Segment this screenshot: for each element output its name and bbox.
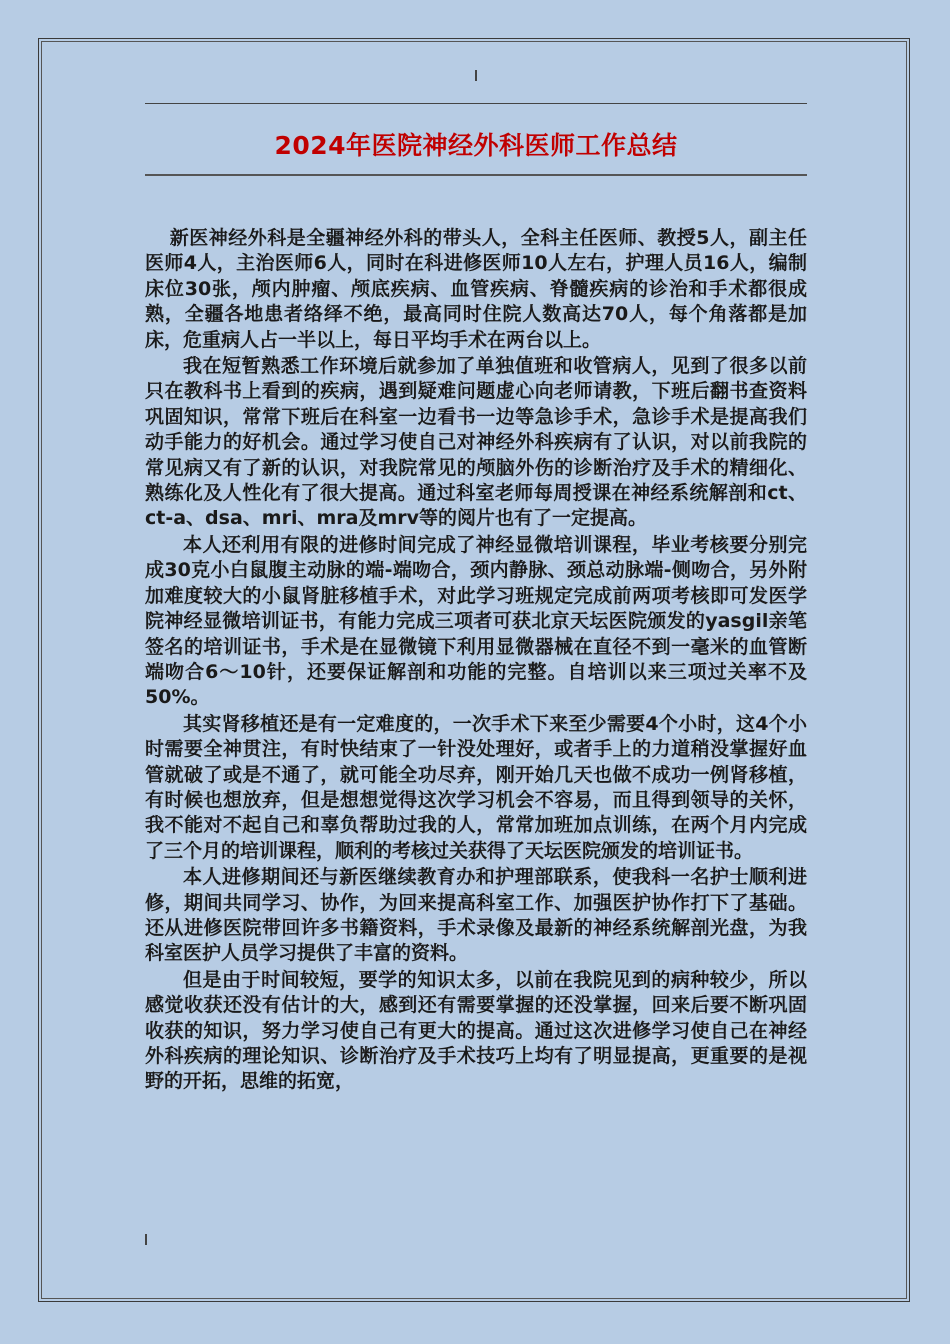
paragraph-4: 其实肾移植还是有一定难度的，一次手术下来至少需要4个小时，这4个小时需要全神贯注，有时快结束了一针没处理好，或者手上的力道稍没掌握好血管就破了或是不通了，就可能全功尽弃，刚开始几天也做不成功一例肾移植，有时候也想放弃，但是想想觉得这次学习机会不容易，而且得到领导的关怀，我不能对不起自己和辜负帮助过我的人，常常加班加点训练，在两个月内完成了三个月的培训课程，顺利的考核过关获得了天坛医院颁发的培训证书。 — [145, 712, 807, 862]
document-title: 2024年医院神经外科医师工作总结 — [274, 131, 678, 160]
header-cursor-mark — [475, 70, 477, 81]
paragraph-5: 本人进修期间还与新医继续教育办和护理部联系，使我科一名护士顺利进修，期间共同学习、协作，为回来提高科室工作、加强医护协作打下了基础。还从进修医院带回许多书籍资料，手术录像及最新的神经系统解剖光盘，为我科室医护人员学习提供了丰富的资料。 — [145, 866, 807, 965]
paragraph-2: 我在短暂熟悉工作环境后就参加了单独值班和收管病人，见到了很多以前只在教科书上看到的疾病，遇到疑难问题虚心向老师请教，下班后翻书查资料巩固知识，常常下班后在科室一边看书一边等急诊手术，急诊手术是提高我们动手能力的好机会。通过学习使自己对神经外科疾病有了认识，对以前我院的常见病又有了新的认识，对我院常见的颅脑外伤的诊断治疗及手术的精细化、熟练化及人性化有了很大提高。通过科室老师每周授课在神经系统解剖和ct、ct-a、dsa、mri、mra及mrv等的阅片也有了一定提高。 — [145, 355, 807, 530]
paragraph-3: 本人还利用有限的进修时间完成了神经显微培训课程，毕业考核要分别完成30克小白鼠腹主动脉的端-端吻合，颈内静脉、颈总动脉端-侧吻合，另外附加难度较大的小鼠肾脏移植手术，对此学习班规定完成前两项考核即可发医学院神经显微培训证书，有能力完成三项者可获北京天坛医院颁发的yasgil亲笔签名的培训证书，手术是在显微镜下利用显微器械在直径不到一毫米的血管断端吻合6～10针，还要保证解剖和功能的完整。自培训以来三项过关率不及50%。 — [145, 533, 807, 709]
paragraph-1: 新医神经外科是全疆神经外科的带头人，全科主任医师、教授5人，副主任医师4人，主治医师6人，同时在科进修医师10人左右，护理人员16人，编制床位30张，颅内肿瘤、颅底疾病、血管疾病、脊髓疾病的诊治和手术都很成熟，全疆各地患者络绎不绝，最高同时住院人数高达70人，每个角落都是加床，危重病人占一半以上，每日平均手术在两台以上。 — [145, 227, 807, 351]
footer-cursor-mark — [145, 1234, 147, 1245]
title-rule — [145, 174, 807, 176]
header-rule — [145, 103, 807, 104]
paragraph-6: 但是由于时间较短，要学的知识太多，以前在我院见到的病种较少，所以感觉收获还没有估计的大，感到还有需要掌握的还没掌握，回来后要不断巩固收获的知识，努力学习使自己有更大的提高。通过这次进修学习使自己在神经外科疾病的理论知识、诊断治疗及手术技巧上均有了明显提高，更重要的是视野的开拓，思维的拓宽， — [145, 968, 807, 1093]
document-body — [145, 226, 807, 1226]
